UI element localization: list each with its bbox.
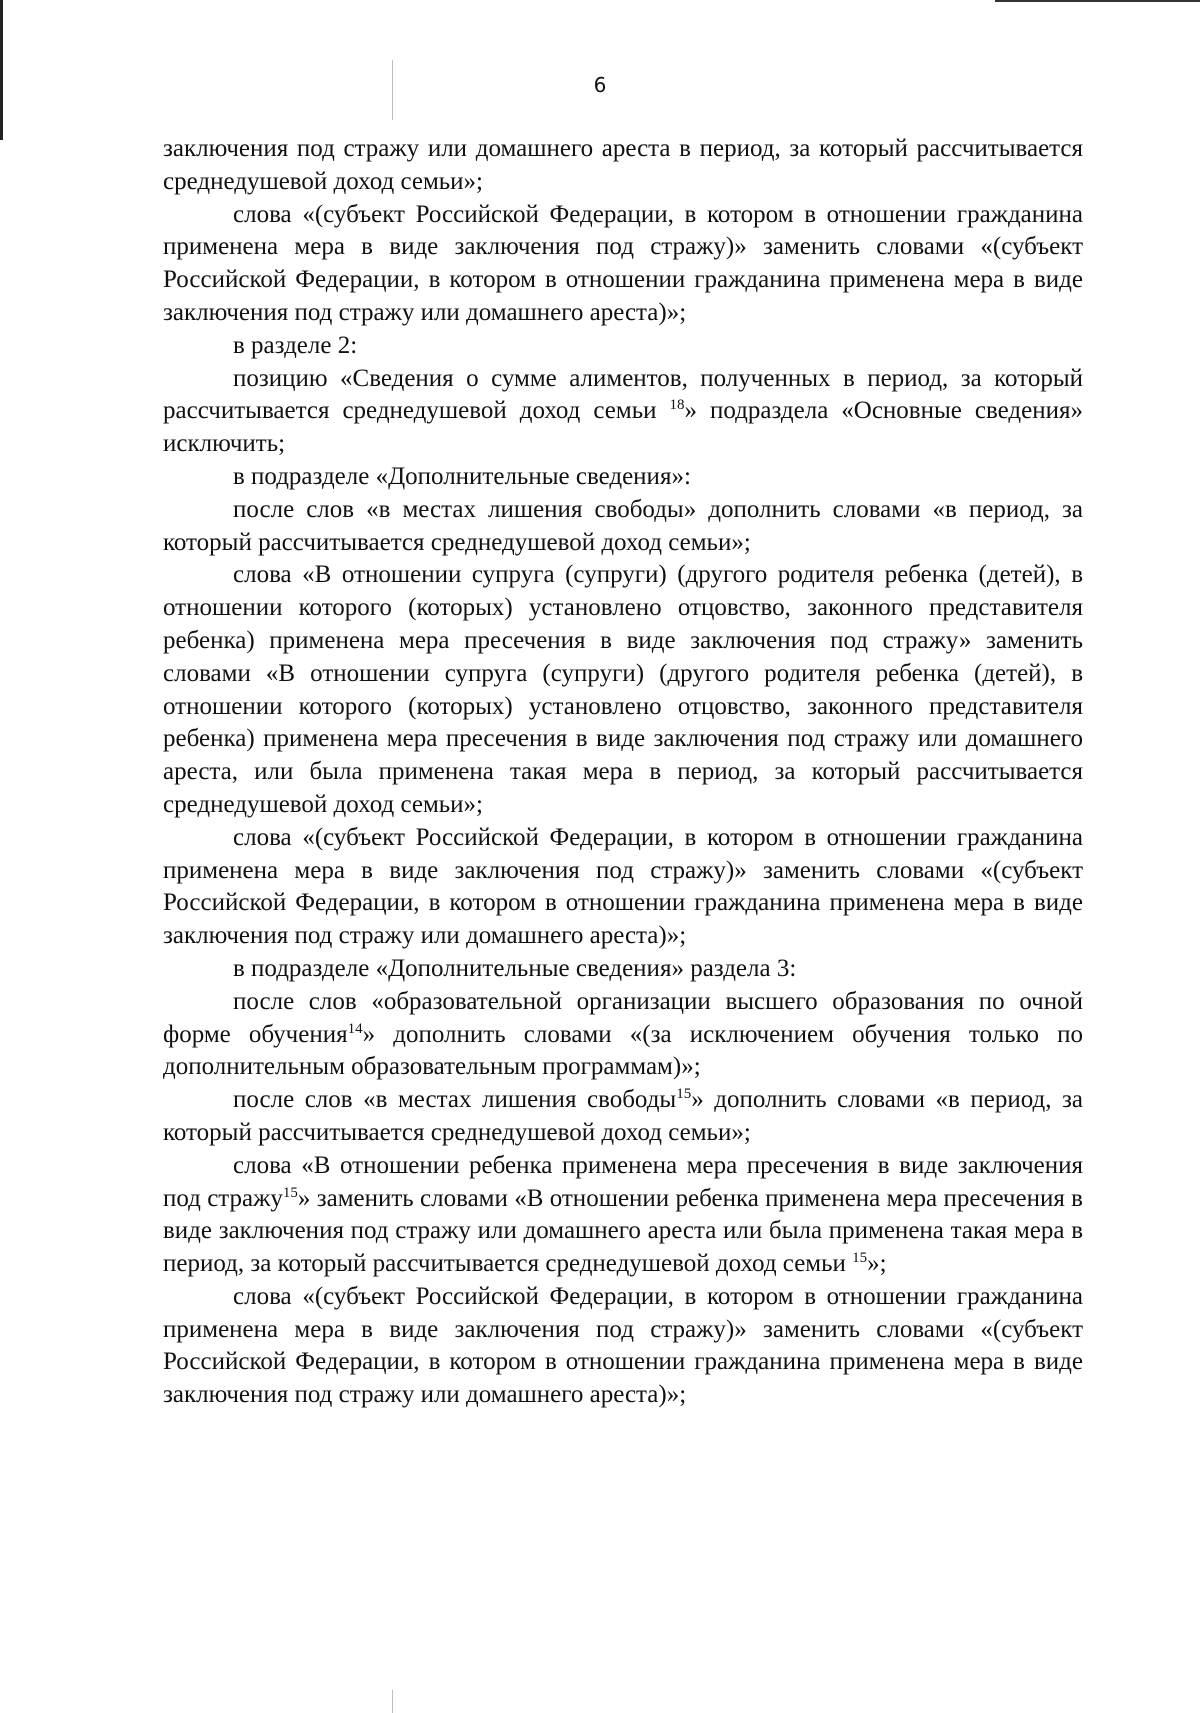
scan-edge-top <box>995 0 1200 2</box>
scan-edge-left <box>0 0 3 140</box>
document-body <box>163 133 1083 1412</box>
scan-crease-mark <box>392 1690 393 1713</box>
paragraph-text: слова «(субъект Российской Федерации, в котором в отношении гражданина применена мера в виде заключения под стражу)» заменить словами «(субъект Российской Федерации, в котором в отношении гражданина применена мера в виде заключения под стражу или домашнего ареста)»; <box>163 1282 1083 1409</box>
paragraph-text: в подразделе «Дополнительные сведения» раздела 3: <box>233 954 797 982</box>
paragraph <box>163 986 1083 1084</box>
paragraph-text: позицию «Сведения о сумме алиментов, полученных в период, за который рассчитывается среднедушевой доход семьи <box>163 364 1083 425</box>
paragraph-text: »; <box>867 1250 887 1278</box>
page-number: 6 <box>593 73 607 97</box>
paragraph <box>163 133 1083 199</box>
paragraph <box>163 199 1083 330</box>
paragraph <box>163 1084 1083 1150</box>
paragraph-text: слова «В отношении ребенка применена мера пресечения в виде заключения под стражу <box>163 1151 1083 1212</box>
paragraph <box>163 1281 1083 1412</box>
paragraph-text: слова «В отношении супруга (супруги) (другого родителя ребенка (детей), в отношении которого (которых) установлено отцовство, законного представителя ребенка) применена мера пресечения в виде заключения под стражу» заменить словами «В отношении супруга (супруги) (другого родителя ребенка (детей), в отношении которого (которых) установлено отцовство, законного представителя ребенка) применена мера пресечения в виде заключения под стражу или домашнего ареста, или была применена такая мера в период, за который рассчитывается среднедушевой доход семьи»; <box>163 561 1083 818</box>
paragraph <box>163 494 1083 560</box>
footnote-ref: 15 <box>852 1250 868 1267</box>
footnote-ref: 18 <box>669 397 685 414</box>
paragraph-text: после слов «образовательной организации высшего образования по очной форме обучения <box>163 987 1083 1048</box>
paragraph <box>163 822 1083 953</box>
paragraph-text: » дополнить словами «(за исключением обучения только по дополнительным образовательным программам)»; <box>163 1020 1083 1081</box>
paragraph-text: » заменить словами «В отношении ребенка применена мера пресечения в виде заключения под стражу или домашнего ареста или была применена такая мера в период, за который рассчитывается среднедушевой доход семьи <box>163 1184 1083 1278</box>
scan-crease-mark <box>392 60 393 120</box>
paragraph-text: слова «(субъект Российской Федерации, в котором в отношении гражданина применена мера в виде заключения под стражу)» заменить словами «(субъект Российской Федерации, в котором в отношении гражданина применена мера в виде заключения под стражу или домашнего ареста)»; <box>163 823 1083 950</box>
footnote-ref: 15 <box>676 1086 692 1103</box>
paragraph-text: » подраздела «Основные сведения» исключить; <box>163 397 1083 458</box>
paragraph-text: слова «(субъект Российской Федерации, в котором в отношении гражданина применена мера в виде заключения под стражу)» заменить словами «(субъект Российской Федерации, в котором в отношении гражданина применена мера в виде заключения под стражу или домашнего ареста)»; <box>163 200 1083 326</box>
paragraph-text: в разделе 2: <box>233 331 358 359</box>
paragraph-text: заключения под стражу или домашнего ареста в период, за который рассчитывается среднедушевой доход семьи»; <box>163 135 1083 195</box>
footnote-ref: 14 <box>347 1020 363 1037</box>
paragraph-text: после слов «в местах лишения свободы» дополнить словами «в период, за который рассчитывается среднедушевой доход семьи»; <box>163 495 1083 556</box>
paragraph <box>163 330 1083 363</box>
paragraph <box>163 953 1083 986</box>
paragraph-text: » дополнить словами «в период, за который рассчитывается среднедушевой доход семьи»; <box>163 1086 1083 1146</box>
footnote-ref: 15 <box>282 1184 298 1201</box>
paragraph-text: в подразделе «Дополнительные сведения»: <box>233 462 691 490</box>
paragraph <box>163 1150 1083 1281</box>
paragraph <box>163 559 1083 821</box>
paragraph <box>163 461 1083 494</box>
paragraph-text: после слов «в местах лишения свободы <box>233 1086 677 1114</box>
paragraph <box>163 363 1083 461</box>
